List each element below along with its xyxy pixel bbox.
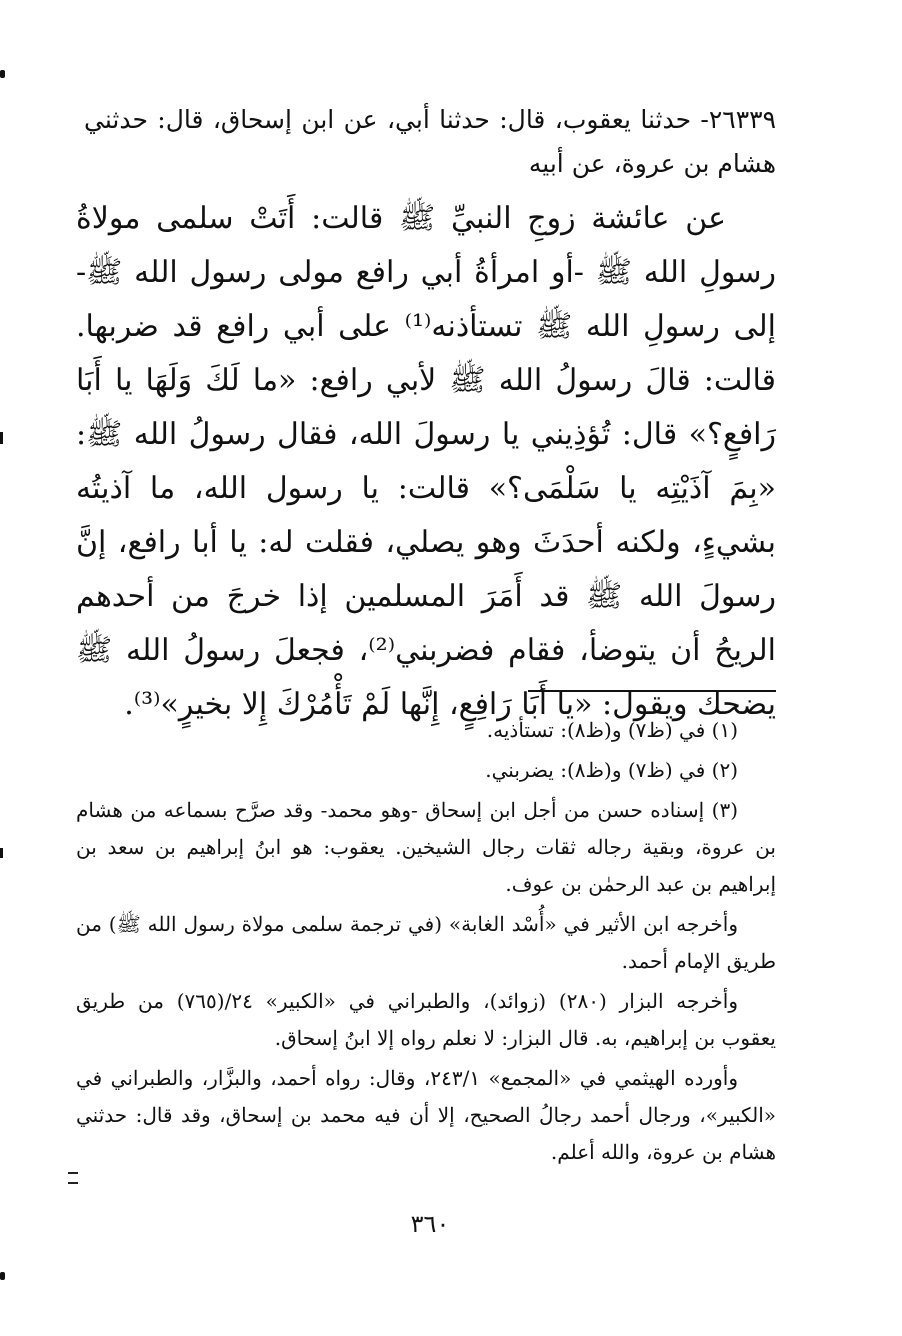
hadith-isnad: ٢٦٣٣٩- حدثنا يعقوب، قال: حدثنا أبي، عن ابن إسحاق، قال: حدثني هشام بن عروة، عن أبيه (84, 105, 776, 178)
footnote-2: (٢) في (ظ٧) و(ظ٨): يضربني. (485, 758, 738, 782)
scan-edge-mark (0, 848, 3, 858)
footnote-3: (٣) إسناده حسن من أجل ابن إسحاق -وهو محمد- وقد صرَّح بسماعه من هشام بن عروة، وبقية رجاله ثقات رجال الشيخين. يعقوب: هو ابنُ إبراهيم بن سعد بن إبراهيم بن عبد الرحمٰن بن عوف. (76, 798, 776, 896)
footnotes (76, 712, 776, 1174)
footnote-separator (528, 690, 776, 692)
footnote-3-takhrij-haythami: وأورده الهيثمي في «المجمع» ٢٤٣/١، وقال: رواه أحمد، والبزَّار، والطبراني في «الكبير»، ورجال أحمد رجالُ الصحيح، إلا أن فيه محمد بن إسحاق، وقد قال: حدثني هشام بن عروة، والله أعلم. (76, 1066, 776, 1164)
footnote-3-takhrij-athir: وأخرجه ابن الأثير في «أُسْد الغابة» (في ترجمة سلمى مولاة رسول الله ﷺ) من طريق الإمام أحمد. (76, 912, 776, 973)
hadith-matn: عن عائشة زوجِ النبيِّ ﷺ قالت: أَتَتْ سلمى مولاةُ رسولِ الله ﷺ -أو امرأةُ أبي رافع مولى رسول الله ﷺ- إلى رسولِ الله ﷺ تستأذنه⁽¹⁾ على أبي رافع قد ضربها. قالت: قالَ رسولُ الله ﷺ لأبي رافع: «ما لَكَ وَلَهَا يا أَبَا رَافعٍ؟» قال: تُؤذِيني يا رسولَ الله، فقال رسولُ الله ﷺ: «بِمَ آذَيْتِه يا سَلْمَى؟» قالت: يا رسول الله، ما آذيتُه بشيءٍ، ولكنه أحدَثَ وهو يصلي، فقلت له: يا أبا رافع، إنَّ رسولَ الله ﷺ قد أَمَرَ المسلمين إذا خرجَ من أحدهم الريحُ أن يتوضأ، فقام فضربني⁽²⁾، فجعلَ رسولُ الله ﷺ يضحك ويقول: «يا أَبَا رَافِعٍ، إِنَّها لَمْ تَأْمُرْكَ إِلا بخيرٍ»⁽³⁾. (76, 201, 776, 722)
scan-edge-mark (0, 1272, 5, 1280)
scan-edge-mark (0, 70, 5, 78)
page-number: ٣٦٠ (410, 1210, 450, 1238)
footnote-1: (١) في (ظ٧) و(ظ٨): تستأذيه. (486, 718, 738, 742)
footnote-3-takhrij-bazzar: وأخرجه البزار (٢٨٠) (زوائد)، والطبراني في «الكبير» ٢٤/(٧٦٥) من طريق يعقوب بن إبراهيم، به. قال البزار: لا نعلم رواه إلا ابنُ إسحاق. (76, 989, 776, 1050)
continuation-mark (68, 1172, 78, 1184)
scan-edge-mark (0, 432, 3, 444)
